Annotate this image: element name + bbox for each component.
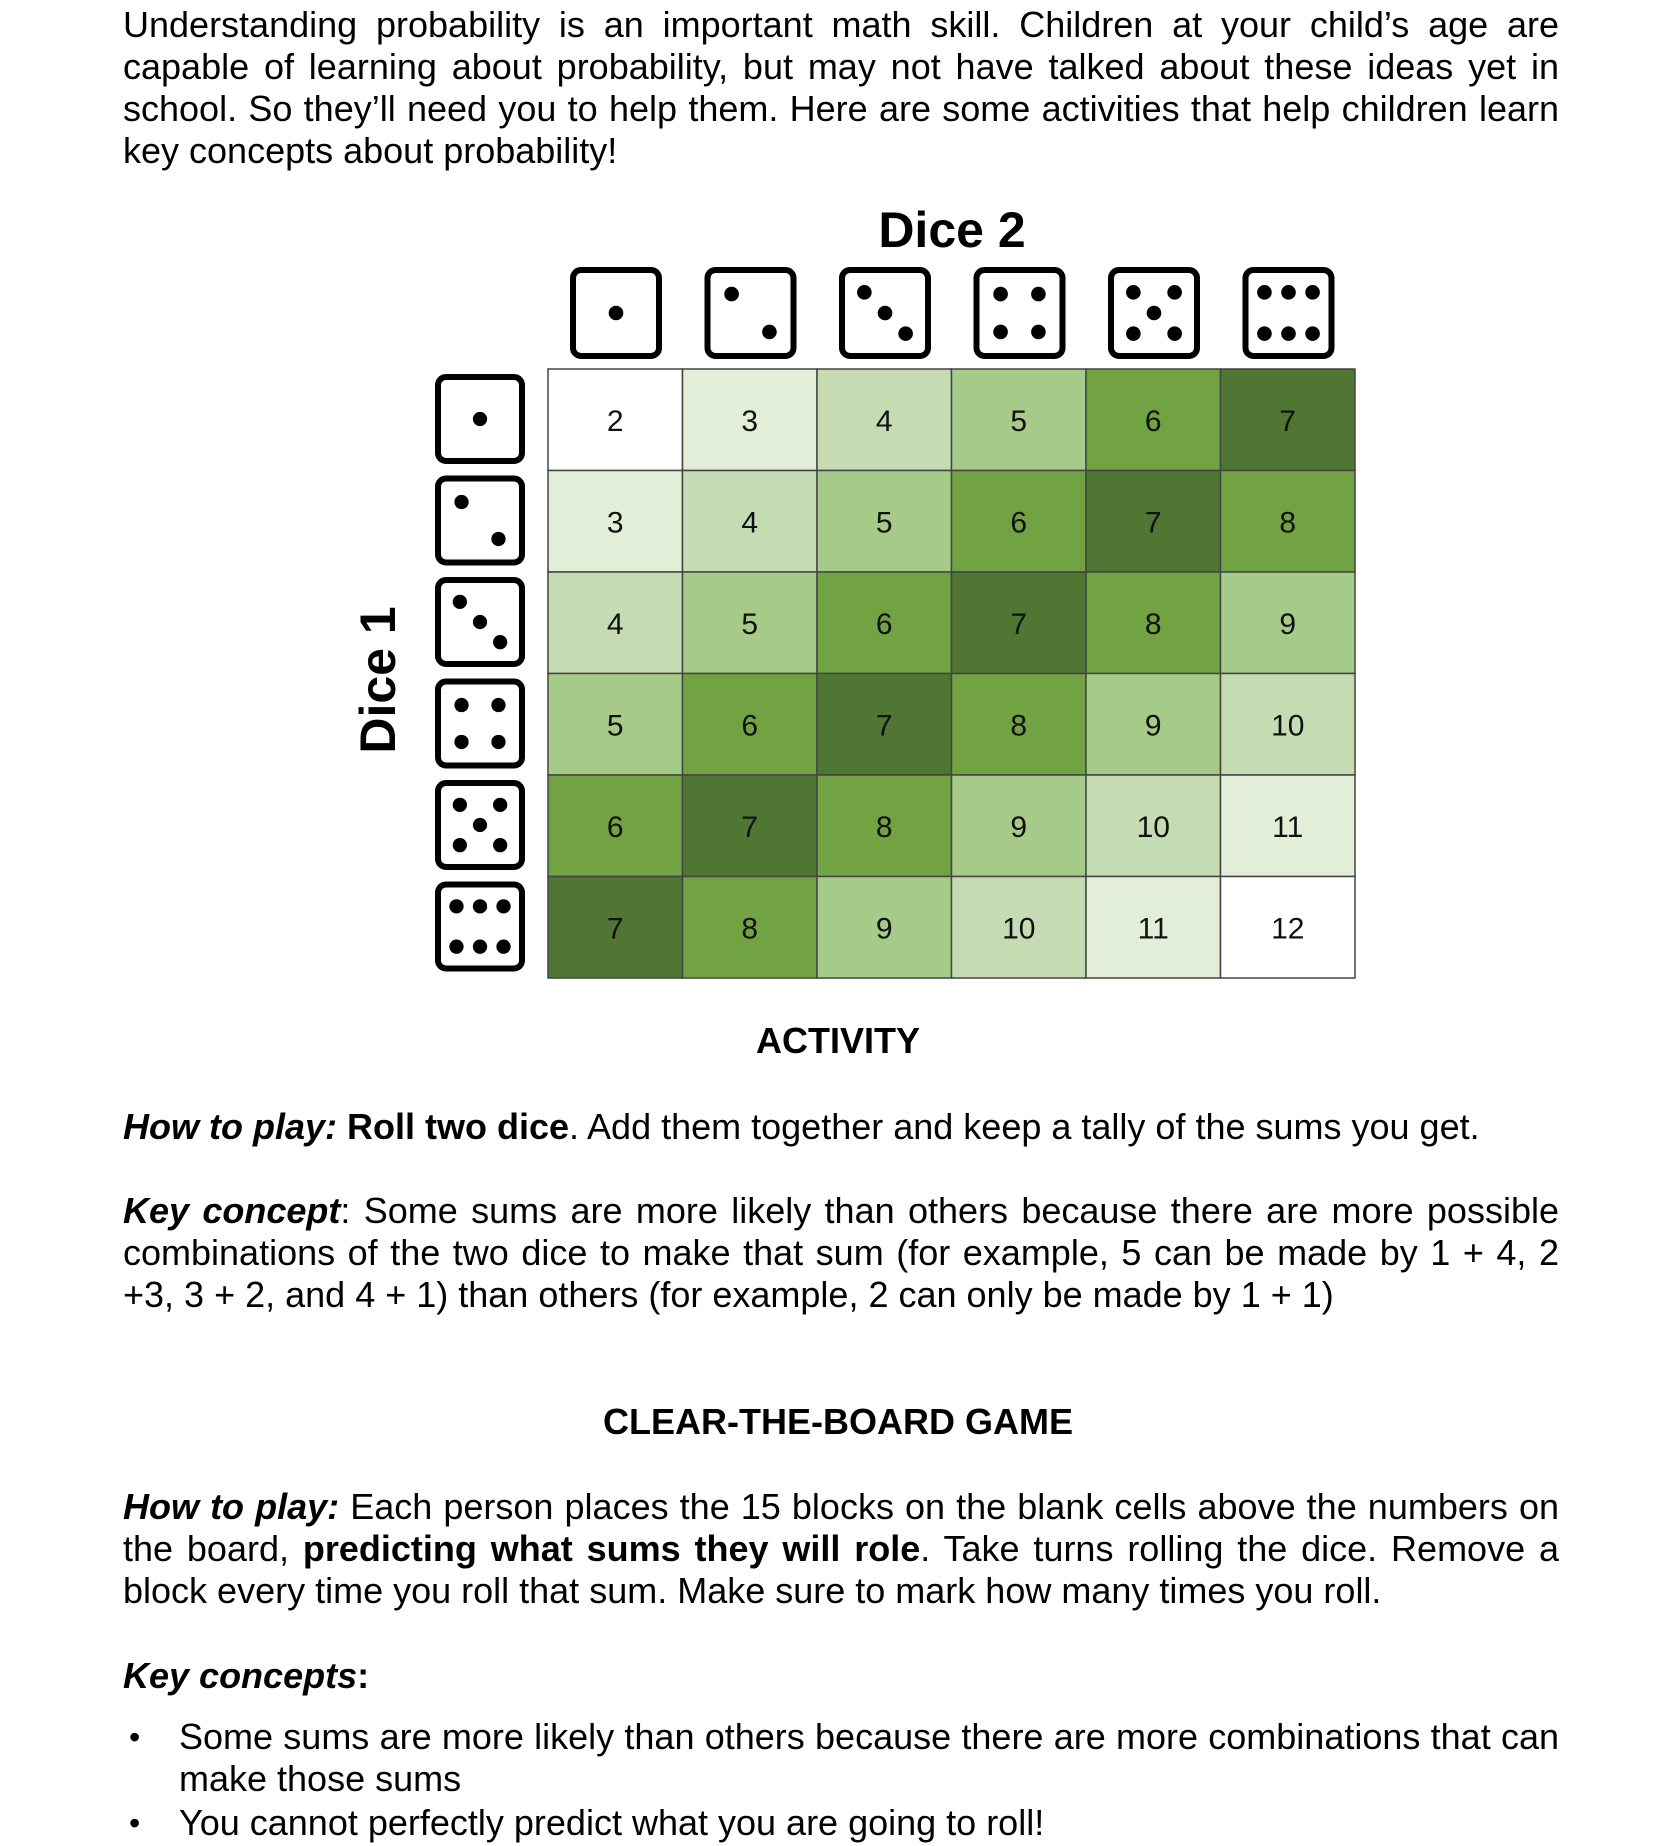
sum-label: 3 bbox=[606, 506, 624, 540]
sum-label: 8 bbox=[741, 912, 759, 946]
sum-label: 8 bbox=[1144, 607, 1162, 641]
dice-1-label: Dice 1 bbox=[350, 606, 406, 754]
dice-2-face-5-icon bbox=[1111, 270, 1197, 356]
bullet-item: • You cannot perfectly predict what you are going to roll! bbox=[123, 1802, 1559, 1844]
sum-label: 3 bbox=[741, 404, 759, 438]
sum-label: 7 bbox=[1010, 607, 1028, 641]
activity-heading: ACTIVITY bbox=[755, 1020, 920, 1061]
sum-label: 9 bbox=[1279, 607, 1297, 641]
sum-label: 5 bbox=[741, 607, 759, 641]
sum-label: 8 bbox=[1279, 506, 1297, 540]
sum-label: 6 bbox=[1144, 404, 1162, 438]
sum-label: 10 bbox=[1271, 709, 1305, 743]
sum-label: 10 bbox=[1136, 810, 1170, 844]
sum-label: 5 bbox=[1010, 404, 1028, 438]
dice-1-face-3-icon bbox=[438, 580, 522, 664]
activity-how-bold: Roll two dice bbox=[347, 1106, 570, 1147]
activity-how-label: How to play: bbox=[123, 1106, 337, 1147]
game-key-colon: : bbox=[357, 1655, 370, 1696]
activity-key-text: : Some sums are more likely than others because there are more possible combinations of the two dice to make that sum (for example, 5 can be made by 1 + 4, 2 +3, 3 + 2, and 4 + 1) than others (for example, 2 can only be made by 1 + 1) bbox=[123, 1190, 1559, 1315]
intro-paragraph: Understanding probability is an important math skill. Children at your child’s age are capable of learning about probability, but may not have talked about these ideas yet in school. So they’ll need you to help them. Here are some activities that help children learn key concepts about probability! bbox=[123, 4, 1559, 171]
dice-2-face-3-icon bbox=[842, 270, 928, 356]
activity-how-to-play bbox=[123, 1106, 1559, 1148]
game-key-concepts-label bbox=[123, 1655, 1559, 1697]
activity-key-label: Key concept bbox=[123, 1190, 341, 1231]
dice-1-face-5-icon bbox=[438, 783, 522, 867]
dice-2-face-1-icon bbox=[573, 270, 659, 356]
dice-1-face-2-icon bbox=[438, 479, 522, 563]
sum-label: 8 bbox=[875, 810, 893, 844]
sum-label: 7 bbox=[1144, 506, 1162, 540]
sum-label: 4 bbox=[606, 607, 624, 641]
game-how-bold: predicting what sums they will role bbox=[302, 1528, 921, 1569]
sum-label: 6 bbox=[875, 607, 893, 641]
sum-label: 4 bbox=[741, 506, 759, 540]
game-how-text-2: . Take turns rolling the dice. Remove a block every time you roll that sum. Make sure to mark how many times you roll. bbox=[123, 1528, 1559, 1611]
dice-1-face-6-icon bbox=[438, 885, 522, 969]
sum-label: 7 bbox=[1279, 404, 1297, 438]
game-how-to-play bbox=[123, 1486, 1559, 1612]
game-key-label: Key concepts bbox=[123, 1655, 358, 1696]
game-how-text-1: Each person places the 15 blocks on the blank cells above the numbers on the board, bbox=[123, 1486, 1559, 1569]
dice-2-face-4-icon bbox=[977, 270, 1063, 356]
sum-label: 7 bbox=[875, 709, 893, 743]
activity-how-text: . Add them together and keep a tally of the sums you get. bbox=[569, 1106, 1480, 1147]
sum-label: 7 bbox=[741, 810, 759, 844]
sum-label: 5 bbox=[875, 506, 893, 540]
sum-label: 6 bbox=[741, 709, 759, 743]
sum-label: 11 bbox=[1272, 810, 1304, 844]
sum-label: 9 bbox=[875, 912, 893, 946]
sum-label: 9 bbox=[1010, 810, 1028, 844]
sum-label: 10 bbox=[1002, 912, 1036, 946]
dice-1-face-1-icon bbox=[438, 377, 522, 461]
activity-key-concept bbox=[123, 1190, 1559, 1316]
dice-2-face-6-icon bbox=[1246, 270, 1332, 356]
sum-label: 12 bbox=[1271, 912, 1305, 946]
game-how-label: How to play: bbox=[123, 1486, 340, 1527]
dice-1-face-4-icon bbox=[438, 682, 522, 766]
bullet-item: • Some sums are more likely than others because there are more combinations that can make those sums bbox=[123, 1716, 1559, 1800]
sum-label: 7 bbox=[606, 912, 624, 946]
sum-label: 11 bbox=[1137, 912, 1169, 946]
sum-label: 9 bbox=[1144, 709, 1162, 743]
sum-label: 6 bbox=[606, 810, 624, 844]
game-heading: CLEAR-THE-BOARD GAME bbox=[603, 1401, 1073, 1442]
sum-label: 6 bbox=[1010, 506, 1028, 540]
sum-label: 4 bbox=[875, 404, 893, 438]
sum-label: 8 bbox=[1010, 709, 1028, 743]
sum-label: 5 bbox=[606, 709, 624, 743]
sum-label: 2 bbox=[606, 404, 624, 438]
game-key-concepts-list bbox=[123, 1716, 1559, 1846]
dice-2-label: Dice 2 bbox=[878, 202, 1026, 258]
dice-2-face-2-icon bbox=[708, 270, 794, 356]
